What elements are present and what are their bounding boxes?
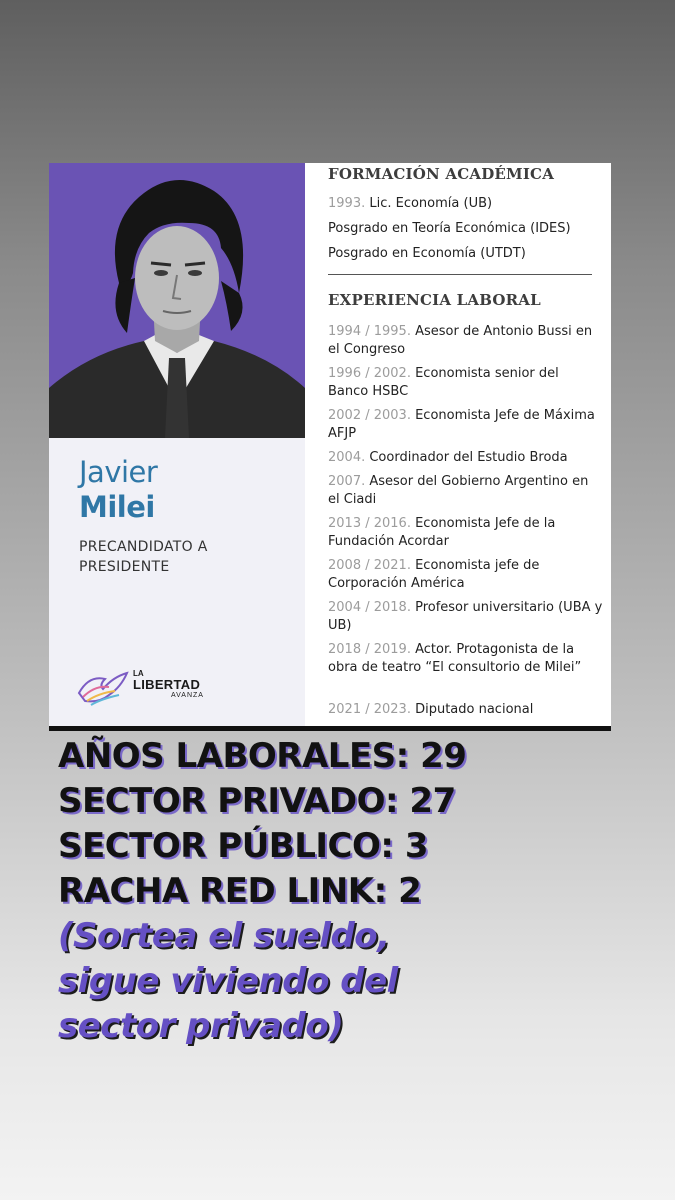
logo-line-3: AVANZA (171, 692, 204, 699)
item-year: 2021 / 2023. (328, 702, 411, 717)
candidate-name (79, 455, 157, 525)
item-text: Posgrado en Economía (UTDT) (328, 246, 526, 261)
item-year: 2002 / 2003. (328, 408, 411, 423)
item-text: Actor. Protagonista de la obra de teatro “El consultorio de Milei” (328, 642, 582, 675)
item-year: 2018 / 2019. (328, 642, 411, 657)
item-text: Posgrado en Teoría Económica (IDES) (328, 221, 571, 236)
item-year: 2008 / 2021. (328, 558, 411, 573)
experiencia-item (328, 557, 603, 593)
experiencia-item (328, 449, 603, 467)
logo-line-1: LA (133, 669, 144, 678)
item-text: Economista Jefe de la Fundación Acordar (328, 516, 556, 549)
experiencia-item (328, 515, 603, 551)
item-text: Economista jefe de Corporación América (328, 558, 540, 591)
caption-line-7: sector privado) (58, 1006, 344, 1046)
logo-text (133, 669, 204, 700)
formacion-item (328, 220, 603, 238)
formacion-title: FORMACIÓN ACADÉMICA (328, 165, 555, 183)
profile-left-panel (49, 163, 305, 726)
item-year: 2004. (328, 450, 366, 465)
experiencia-item (328, 701, 603, 719)
profile-right-panel (305, 163, 611, 726)
item-text: Coordinador del Estudio Broda (365, 450, 568, 465)
logo-line-2: LIBERTAD (133, 677, 201, 692)
item-text: Profesor universitario (UBA y UB) (328, 600, 603, 633)
experiencia-item (328, 599, 603, 635)
party-logo (75, 663, 225, 711)
experiencia-title: EXPERIENCIA LABORAL (328, 291, 541, 309)
dove-icon (75, 663, 131, 711)
item-text: Economista senior del Banco HSBC (328, 366, 559, 399)
item-year: 2007. (328, 474, 366, 489)
caption-line-2: SECTOR PRIVADO: 27 (58, 781, 456, 821)
profile-card (49, 163, 611, 726)
item-text: Lic. Economía (UB) (365, 196, 493, 211)
candidate-photo (49, 163, 305, 438)
item-year: 2004 / 2018. (328, 600, 411, 615)
experiencia-item (328, 323, 603, 359)
item-text: Diputado nacional (410, 702, 534, 717)
item-year: 1996 / 2002. (328, 366, 411, 381)
candidate-role: PRECANDIDATO A PRESIDENTE (79, 539, 208, 575)
formacion-item (328, 195, 603, 213)
first-name: Javier (79, 455, 158, 489)
caption-line-5: (Sortea el sueldo, (58, 916, 390, 956)
experiencia-item (328, 641, 603, 677)
section-divider (328, 274, 592, 275)
formacion-item (328, 245, 603, 263)
experiencia-item (328, 365, 603, 401)
experiencia-item (328, 473, 603, 509)
caption-line-6: sigue viviendo del (58, 961, 398, 1001)
item-year: 2013 / 2016. (328, 516, 411, 531)
experiencia-item (328, 407, 603, 443)
last-name: Milei (79, 490, 155, 524)
caption-line-3: SECTOR PÚBLICO: 3 (58, 826, 428, 866)
caption-line-1: AÑOS LABORALES: 29 (58, 736, 467, 776)
item-year: 1994 / 1995. (328, 324, 411, 339)
item-text: Economista Jefe de Máxima AFJP (328, 408, 595, 441)
item-text: Asesor de Antonio Bussi en el Congreso (328, 324, 593, 357)
card-bottom-bar (49, 726, 611, 731)
item-year: 1993. (328, 196, 366, 211)
caption-line-4: RACHA RED LINK: 2 (58, 871, 422, 911)
item-text: Asesor del Gobierno Argentino en el Ciadi (328, 474, 589, 507)
